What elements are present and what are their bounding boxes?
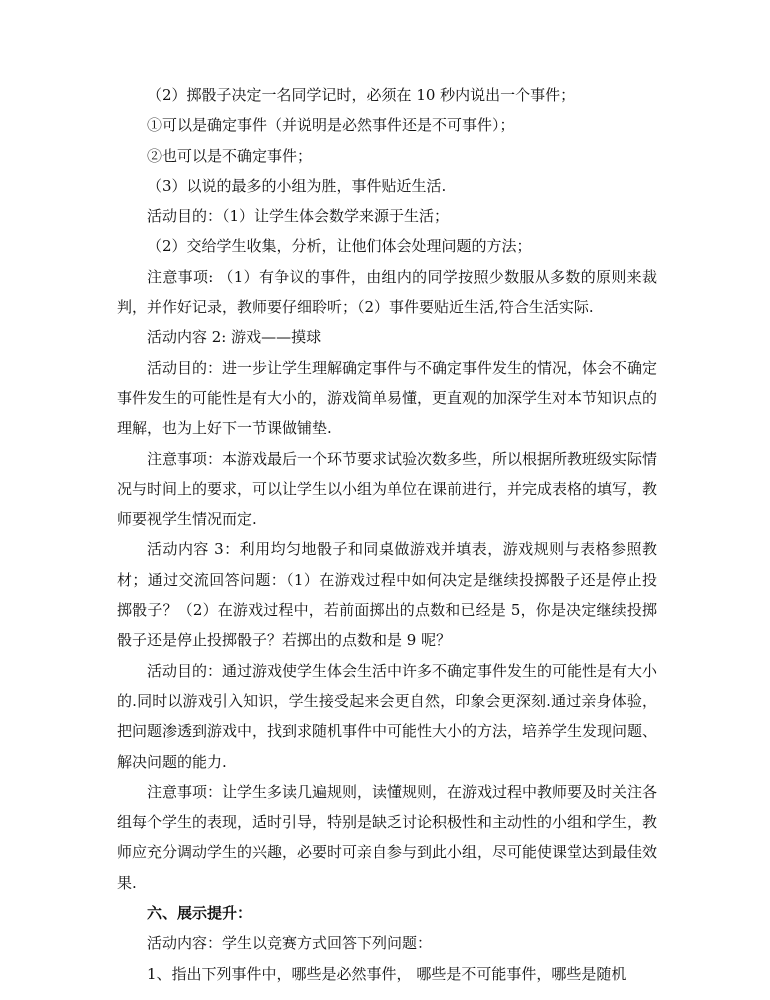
paragraph-rule-3: （3）以说的最多的小组为胜，事件贴近生活. <box>147 176 447 195</box>
paragraph-activity-content-2: 活动内容 2: 游戏——摸球 <box>147 328 322 347</box>
paragraph-activity-goal-2: （2）交给学生收集，分析，让他们体会处理问题的方法； <box>147 237 532 256</box>
paragraph-activity-goal-4: 活动目的：通过游戏使学生体会生活中许多不确定事件发生的可能性是有大小的.同时以游戏引入知识，学生接受起来会更自然，印象会更深刻.通过亲身体验，把问题渗透到游戏中，找到求随机事件中可能性大小的方法，培养学生发现问题、解决问题的能力. <box>117 661 658 771</box>
section-heading-6: 六、展示提升： <box>147 904 253 923</box>
paragraph-activity-content-3: 活动内容 3：利用均匀地骰子和同桌做游戏并填表，游戏规则与表格参照教材；通过交流回答问题：（1）在游戏过程中如何决定是继续投掷骰子还是停止投掷骰子？（2）在游戏过程中，若前面掷出的点数和已经是 5，你是决定继续投掷骰子还是停止投掷骰子？若掷出的点数和是 9 呢？ <box>117 540 657 650</box>
paragraph-question-1: 1、指出下列事件中，哪些是必然事件， 哪些是不可能事件，哪些是随机 <box>147 964 627 983</box>
document-body <box>117 80 657 989</box>
paragraph-activity-content-4: 活动内容：学生以竞赛方式回答下列问题： <box>147 934 433 953</box>
paragraph-notes-2: 注意事项：本游戏最后一个环节要求试验次数多些，所以根据所教班级实际情况与时间上的要求，可以让学生以小组为单位在课前进行，并完成表格的填写，教师要视学生情况而定. <box>117 449 658 529</box>
paragraph-notes-1: 注意事项: （1）有争议的事件，由组内的同学按照少数服从多数的原则来裁判，并作好记录，教师要仔细聆听；（2）事件要贴近生活,符合生活实际. <box>117 267 657 317</box>
paragraph-activity-goal-3: 活动目的：进一步让学生理解确定事件与不确定事件发生的情况，体会不确定事件发生的可能性是有大小的，游戏简单易懂，更直观的加深学生对本节知识点的理解，也为上好下一节课做铺垫. <box>117 358 658 438</box>
paragraph-rule-2: （2）掷骰子决定一名同学记时，必须在 10 秒内说出一个事件； <box>147 86 576 104</box>
paragraph-rule-2-option-2: ②也可以是不确定事件； <box>147 146 313 165</box>
paragraph-notes-3: 注意事项：让学生多读几遍规则，读懂规则，在游戏过程中教师要及时关注各组每个学生的表现，适时引导，特别是缺乏讨论积极性和主动性的小组和学生，教师应充分调动学生的兴趣，必要时可亲自参与到此小组，尽可能使课堂达到最佳效果. <box>117 782 658 892</box>
paragraph-activity-goal-1: 活动目的：（1）让学生体会数学来源于生活； <box>147 207 450 226</box>
paragraph-rule-2-option-1: ①可以是确定事件（并说明是必然事件还是不可事件）； <box>147 116 515 135</box>
